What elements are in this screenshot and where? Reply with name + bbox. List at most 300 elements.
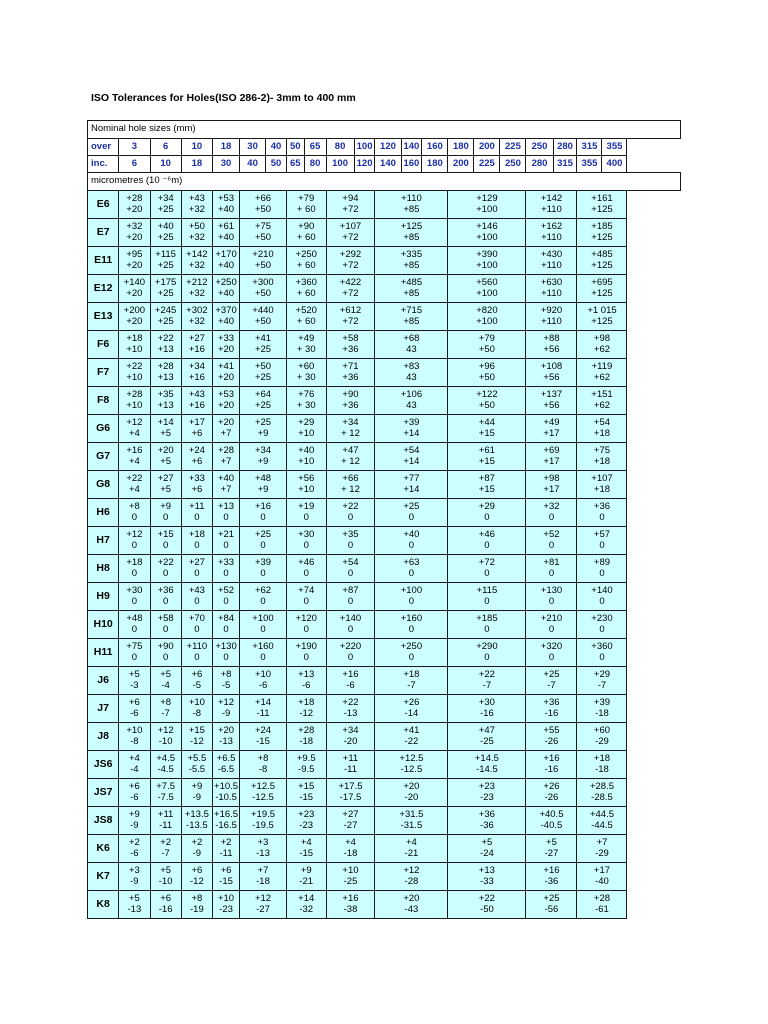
upper-deviation: +175: [154, 277, 177, 288]
lower-deviation: +5: [160, 483, 172, 495]
tolerance-cell: [448, 611, 526, 639]
tolerance-class: E13: [88, 303, 119, 331]
tolerance-cell: [213, 723, 240, 751]
tolerance-cell: [181, 359, 212, 387]
upper-deviation: +110: [186, 641, 208, 652]
tolerance-cell: [150, 247, 181, 275]
tolerance-cell: [326, 303, 375, 331]
tolerance-cell: [150, 723, 181, 751]
upper-deviation: +560: [476, 277, 498, 288]
lower-deviation: 0: [162, 567, 169, 579]
tolerance-row: [88, 807, 681, 835]
tolerance-cell: [240, 891, 287, 919]
tolerance-cell: [375, 303, 448, 331]
lower-deviation: +20: [126, 259, 143, 271]
upper-deviation: +22: [342, 501, 359, 512]
tolerance-cell: [577, 527, 627, 555]
lower-deviation: +17: [543, 455, 560, 467]
tolerance-cell: [240, 611, 287, 639]
upper-deviation: +140: [591, 585, 613, 596]
upper-deviation: +16.5: [214, 809, 239, 820]
tolerance-cell: [181, 555, 212, 583]
tolerance-row: [88, 583, 681, 611]
tolerance-cell: [326, 527, 375, 555]
tolerance-cell: [181, 751, 212, 779]
tolerance-cell: [375, 611, 448, 639]
tolerance-cell: [448, 639, 526, 667]
tolerance-cell: [375, 667, 448, 695]
lower-deviation: 0: [599, 651, 605, 663]
upper-deviation: +12: [403, 865, 420, 876]
upper-deviation: +15: [188, 725, 205, 736]
lower-deviation: -3: [130, 679, 139, 691]
upper-deviation: +71: [342, 361, 359, 372]
upper-deviation: +23: [478, 781, 495, 792]
tolerance-cell: [119, 443, 150, 471]
lower-deviation: +32: [188, 315, 205, 327]
tolerance-class: E12: [88, 275, 119, 303]
upper-deviation: +19: [298, 501, 315, 512]
tolerance-cell: [150, 303, 181, 331]
tolerance-cell: [326, 639, 375, 667]
upper-deviation: +4.5: [156, 753, 175, 764]
upper-deviation: +10: [188, 697, 205, 708]
upper-deviation: +22: [126, 361, 143, 372]
tolerance-cell: [119, 415, 150, 443]
upper-deviation: +245: [154, 305, 177, 316]
tolerance-cell: [577, 499, 627, 527]
upper-deviation: +60: [298, 361, 315, 372]
upper-deviation: +142: [186, 249, 208, 260]
tolerance-cell: [286, 527, 326, 555]
upper-deviation: +25: [543, 893, 560, 904]
lower-deviation: -6: [258, 679, 268, 691]
tolerance-class: J7: [88, 695, 119, 723]
tolerance-cell: [286, 807, 326, 835]
upper-deviation: +34: [342, 725, 359, 736]
tolerance-cell: [286, 583, 326, 611]
tolerance-cell: [240, 863, 287, 891]
tolerance-cell: [181, 387, 212, 415]
lower-deviation: +4: [128, 455, 140, 467]
lower-deviation: +10: [298, 483, 315, 495]
upper-deviation: +715: [400, 305, 423, 316]
upper-deviation: +34: [342, 417, 359, 428]
tolerance-cell: [150, 219, 181, 247]
upper-deviation: +30: [298, 529, 315, 540]
units-label: micrometres (10 ⁻⁶m): [88, 173, 681, 191]
tolerance-cell: [326, 471, 375, 499]
lower-deviation: 0: [347, 595, 354, 607]
lower-deviation: -19: [190, 903, 204, 915]
upper-deviation: +18: [298, 697, 315, 708]
lower-deviation: -18: [595, 763, 609, 775]
tolerance-cell: [448, 331, 526, 359]
lower-deviation: +40: [217, 231, 235, 243]
inc-value: 65: [286, 156, 304, 173]
tolerance-cell: [448, 443, 526, 471]
lower-deviation: -11: [159, 819, 173, 831]
over-value: 65: [304, 139, 326, 156]
upper-deviation: +125: [400, 221, 423, 232]
tolerance-cell: [375, 807, 448, 835]
tolerance-cell: [448, 555, 526, 583]
lower-deviation: +50: [254, 231, 272, 243]
tolerance-cell: [150, 387, 181, 415]
tolerance-cell: [375, 331, 448, 359]
tolerance-class: F6: [88, 331, 119, 359]
tolerance-cell: [181, 891, 212, 919]
tolerance-cell: [577, 583, 627, 611]
upper-deviation: +8: [128, 501, 140, 512]
lower-deviation: 0: [223, 511, 229, 523]
lower-deviation: -6: [130, 791, 139, 803]
upper-deviation: +120: [295, 613, 317, 624]
upper-deviation: +630: [540, 277, 563, 288]
tolerance-cell: [448, 387, 526, 415]
upper-deviation: +170: [215, 249, 237, 260]
inc-value: 315: [553, 156, 577, 173]
tolerance-row: [88, 443, 681, 471]
tolerance-cell: [326, 275, 375, 303]
lower-deviation: -8: [130, 735, 139, 747]
upper-deviation: +390: [476, 249, 498, 260]
upper-deviation: +68: [403, 333, 420, 344]
lower-deviation: +85: [403, 231, 420, 243]
upper-deviation: +20: [217, 725, 235, 736]
tolerance-row: [88, 415, 681, 443]
tolerance-cell: [119, 723, 150, 751]
upper-deviation: +16: [254, 501, 272, 512]
upper-deviation: +2: [160, 837, 172, 848]
upper-deviation: +115: [155, 249, 176, 260]
lower-deviation: +110: [541, 259, 562, 271]
tolerance-cell: [526, 807, 577, 835]
upper-deviation: +15: [298, 781, 315, 792]
upper-deviation: +55: [543, 725, 560, 736]
tolerance-cell: [119, 331, 150, 359]
tolerance-cell: [375, 443, 448, 471]
over-value: 3: [119, 139, 150, 156]
tolerance-cell: [526, 723, 577, 751]
upper-deviation: +5: [160, 669, 172, 680]
lower-deviation: -18: [343, 847, 358, 859]
lower-deviation: -9: [130, 819, 139, 831]
upper-deviation: +28: [157, 361, 174, 372]
tolerance-cell: [526, 331, 577, 359]
upper-deviation: +212: [186, 277, 208, 288]
lower-deviation: +10: [126, 399, 143, 411]
tolerance-cell: [181, 779, 212, 807]
lower-deviation: +15: [478, 427, 495, 439]
upper-deviation: +9.5: [296, 753, 316, 764]
lower-deviation: -12.5: [400, 763, 423, 775]
tolerance-cell: [286, 275, 326, 303]
upper-deviation: +94: [342, 193, 359, 204]
upper-deviation: +77: [403, 473, 420, 484]
lower-deviation: +16: [188, 399, 205, 411]
tolerance-cell: [577, 695, 627, 723]
lower-deviation: 0: [408, 567, 415, 579]
upper-deviation: +28: [298, 725, 315, 736]
lower-deviation: -9: [192, 847, 202, 859]
upper-deviation: +5: [128, 669, 140, 680]
tolerance-cell: [448, 191, 526, 219]
lower-deviation: 0: [347, 511, 354, 523]
lower-deviation: -4.5: [157, 763, 174, 775]
upper-deviation: +10: [342, 865, 359, 876]
tolerance-cell: [150, 835, 181, 863]
lower-deviation: 0: [162, 595, 169, 607]
inc-value: 280: [526, 156, 553, 173]
tolerance-cell: [448, 835, 526, 863]
lower-deviation: +15: [478, 483, 495, 495]
lower-deviation: 0: [194, 595, 200, 607]
tolerance-cell: [119, 835, 150, 863]
upper-deviation: +24: [188, 445, 205, 456]
tolerance-cell: [526, 751, 577, 779]
lower-deviation: -32: [299, 903, 314, 915]
upper-deviation: +7.5: [156, 781, 175, 792]
tolerance-cell: [181, 611, 212, 639]
tolerance-cell: [326, 499, 375, 527]
tolerance-cell: [213, 863, 240, 891]
upper-deviation: +54: [403, 445, 420, 456]
upper-deviation: +75: [254, 221, 272, 232]
tolerance-row: [88, 331, 681, 359]
lower-deviation: +25: [157, 203, 174, 215]
tolerance-cell: [286, 443, 326, 471]
lower-deviation: 0: [260, 623, 266, 635]
upper-deviation: +360: [295, 277, 317, 288]
tolerance-row: [88, 723, 681, 751]
upper-deviation: +5: [546, 837, 557, 848]
upper-deviation: +76: [298, 389, 315, 400]
lower-deviation: -6: [130, 847, 139, 859]
tolerance-cell: [181, 499, 212, 527]
tolerance-class: G7: [88, 443, 119, 471]
tolerance-cell: [286, 499, 326, 527]
upper-deviation: +18: [403, 669, 420, 680]
lower-deviation: -12: [190, 875, 204, 887]
lower-deviation: +20: [217, 371, 235, 383]
upper-deviation: +6: [191, 669, 203, 680]
upper-deviation: +63: [403, 557, 420, 568]
upper-deviation: +107: [591, 473, 613, 484]
over-value: 315: [577, 139, 602, 156]
upper-deviation: +57: [593, 529, 611, 540]
nominal-sizes-label: Nominal hole sizes (mm): [88, 121, 681, 139]
lower-deviation: +7: [220, 483, 232, 495]
over-value: 120: [375, 139, 401, 156]
tolerance-cell: [119, 863, 150, 891]
lower-deviation: -40.5: [540, 819, 563, 831]
lower-deviation: 0: [347, 539, 354, 551]
lower-deviation: -43: [404, 903, 419, 915]
tolerance-cell: [326, 387, 375, 415]
tolerance-cell: [181, 275, 212, 303]
lower-deviation: +18: [593, 455, 611, 467]
tolerance-cell: [240, 219, 287, 247]
upper-deviation: +18: [188, 529, 205, 540]
upper-deviation: +108: [540, 361, 563, 372]
lower-deviation: +62: [593, 371, 611, 383]
lower-deviation: -11: [256, 707, 270, 719]
lower-deviation: -13: [219, 735, 233, 747]
tolerance-cell: [375, 499, 448, 527]
tolerance-cell: [577, 275, 627, 303]
lower-deviation: +85: [403, 287, 420, 299]
lower-deviation: -10.5: [215, 791, 237, 803]
tolerance-cell: [150, 807, 181, 835]
tolerance-cell: [326, 779, 375, 807]
lower-deviation: +100: [476, 315, 498, 327]
lower-deviation: -17.5: [339, 791, 362, 803]
upper-deviation: +422: [339, 277, 362, 288]
tolerance-class: G8: [88, 471, 119, 499]
lower-deviation: +10: [126, 343, 143, 355]
tolerance-cell: [213, 667, 240, 695]
tolerance-cell: [526, 415, 577, 443]
upper-deviation: +35: [157, 389, 174, 400]
inc-value: 120: [354, 156, 375, 173]
lower-deviation: + 60: [296, 259, 316, 271]
lower-deviation: +18: [593, 427, 611, 439]
tolerance-class: K8: [88, 891, 119, 919]
lower-deviation: +125: [591, 287, 613, 299]
upper-deviation: +250: [400, 641, 423, 652]
upper-deviation: +2: [128, 837, 140, 848]
lower-deviation: -38: [343, 903, 358, 915]
lower-deviation: 0: [162, 511, 169, 523]
tolerance-cell: [150, 751, 181, 779]
upper-deviation: +820: [476, 305, 498, 316]
tolerance-cell: [240, 499, 287, 527]
tolerance-row: [88, 471, 681, 499]
upper-deviation: +14.5: [474, 753, 499, 764]
tolerance-cell: [326, 247, 375, 275]
upper-deviation: +230: [591, 613, 613, 624]
tolerance-cell: [577, 667, 627, 695]
lower-deviation: + 12: [341, 455, 360, 467]
tolerance-class: F7: [88, 359, 119, 387]
tolerance-cell: [375, 527, 448, 555]
tolerance-cell: [448, 303, 526, 331]
lower-deviation: 0: [223, 539, 229, 551]
tolerance-cell: [286, 303, 326, 331]
tolerance-cell: [526, 191, 577, 219]
tolerance-cell: [375, 471, 448, 499]
tolerance-cell: [181, 807, 212, 835]
lower-deviation: 0: [223, 651, 229, 663]
upper-deviation: +17: [188, 417, 205, 428]
tolerance-cell: [181, 219, 212, 247]
upper-deviation: +320: [540, 641, 563, 652]
lower-deviation: -5: [192, 679, 202, 691]
tolerance-cell: [150, 443, 181, 471]
tolerance-class: E6: [88, 191, 119, 219]
lower-deviation: 0: [548, 567, 555, 579]
tolerance-row: [88, 751, 681, 779]
lower-deviation: 0: [303, 511, 309, 523]
upper-deviation: +12: [254, 893, 272, 904]
lower-deviation: 0: [162, 623, 169, 635]
lower-deviation: + 60: [296, 231, 316, 243]
upper-deviation: +90: [157, 641, 174, 652]
upper-deviation: +16: [342, 893, 359, 904]
tolerance-cell: [326, 695, 375, 723]
lower-deviation: +4: [128, 427, 140, 439]
over-value: 6: [150, 139, 181, 156]
lower-deviation: -28: [404, 875, 419, 887]
lower-deviation: -7: [547, 679, 556, 691]
lower-deviation: +40: [217, 315, 235, 327]
lower-deviation: -13: [127, 903, 142, 915]
upper-deviation: +107: [339, 221, 362, 232]
tolerance-cell: [526, 779, 577, 807]
upper-deviation: +8: [220, 669, 232, 680]
tolerance-cell: [526, 555, 577, 583]
tolerance-cell: [240, 807, 287, 835]
lower-deviation: 0: [408, 539, 415, 551]
upper-deviation: +25: [254, 417, 272, 428]
lower-deviation: +36: [342, 343, 359, 355]
inc-value: 400: [602, 156, 627, 173]
upper-deviation: +11: [189, 501, 205, 512]
lower-deviation: +50: [478, 371, 495, 383]
lower-deviation: + 60: [296, 287, 316, 299]
upper-deviation: +43: [188, 193, 205, 204]
upper-deviation: +28: [126, 389, 143, 400]
lower-deviation: +62: [593, 399, 611, 411]
tolerance-cell: [240, 191, 287, 219]
lower-deviation: +56: [543, 399, 560, 411]
upper-deviation: +56: [298, 473, 315, 484]
lower-deviation: +20: [126, 315, 143, 327]
upper-deviation: +160: [252, 641, 274, 652]
upper-deviation: +13: [217, 501, 235, 512]
upper-deviation: +5: [128, 893, 140, 904]
upper-deviation: +9: [300, 865, 312, 876]
tolerance-cell: [375, 751, 448, 779]
upper-deviation: +16: [126, 445, 143, 456]
upper-deviation: +44: [478, 417, 495, 428]
lower-deviation: +6: [191, 427, 203, 439]
tolerance-cell: [286, 863, 326, 891]
tolerance-row: [88, 219, 681, 247]
lower-deviation: -15: [256, 735, 270, 747]
upper-deviation: +18: [593, 753, 611, 764]
upper-deviation: +3: [128, 865, 140, 876]
tolerance-cell: [181, 191, 212, 219]
upper-deviation: +485: [591, 249, 613, 260]
upper-deviation: +26: [403, 697, 420, 708]
lower-deviation: -6: [302, 679, 311, 691]
lower-deviation: 0: [194, 567, 200, 579]
upper-deviation: +6: [220, 865, 232, 876]
upper-deviation: +162: [540, 221, 563, 232]
tolerance-cell: [326, 359, 375, 387]
upper-deviation: +140: [339, 613, 362, 624]
upper-deviation: +360: [591, 641, 613, 652]
lower-deviation: +110: [541, 315, 562, 327]
tolerance-cell: [181, 247, 212, 275]
lower-deviation: +85: [403, 203, 420, 215]
upper-deviation: +24: [254, 725, 272, 736]
tolerance-cell: [448, 219, 526, 247]
lower-deviation: -9.5: [298, 763, 315, 775]
tolerance-cell: [448, 779, 526, 807]
